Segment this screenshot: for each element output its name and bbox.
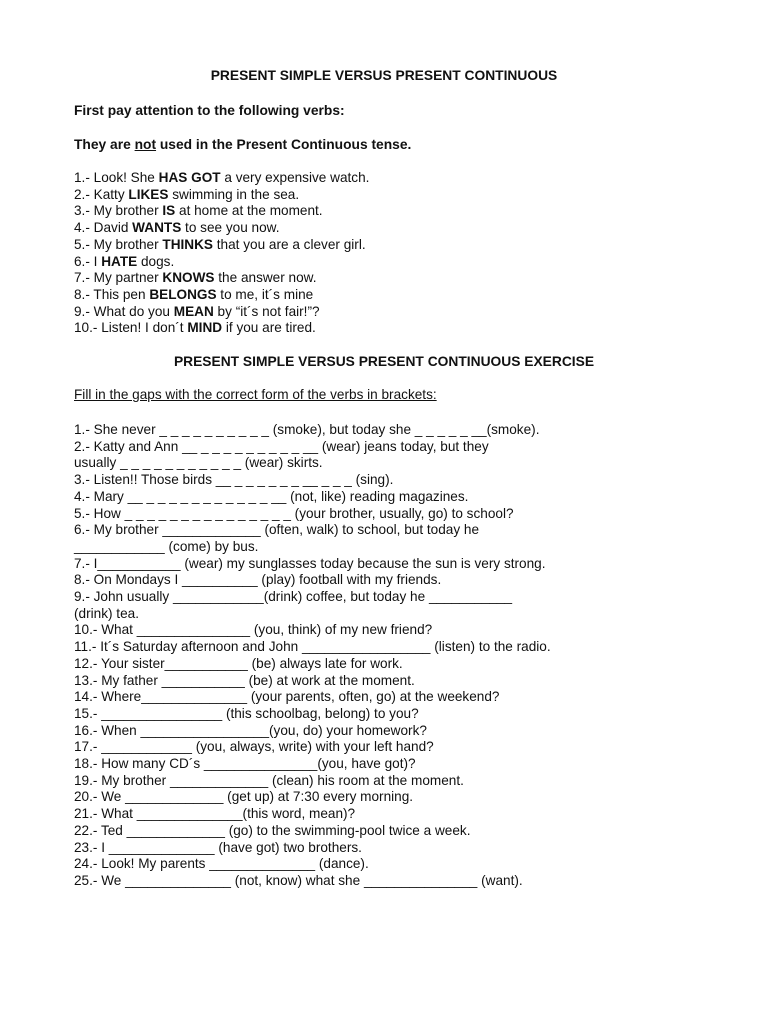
exercise-line: usually _ _ _ _ _ _ _ _ _ _ _ (wear) skirts. bbox=[74, 455, 323, 471]
example-item bbox=[74, 254, 174, 271]
page-title: PRESENT SIMPLE VERSUS PRESENT CONTINUOUS bbox=[210, 68, 558, 83]
example-verb: MEAN bbox=[173, 303, 214, 319]
intro-line-2-pre: They are bbox=[74, 137, 135, 152]
intro-line-2-post: used in the Present Continuous tense. bbox=[156, 137, 412, 152]
example-item bbox=[74, 203, 323, 220]
exercise-line: 22.- Ted _____________ (go) to the swimming-pool twice a week. bbox=[74, 822, 471, 838]
example-text: if you are tired. bbox=[222, 320, 316, 336]
exercise-line: 1.- She never _ _ _ _ _ _ _ _ _ _ (smoke), but today she _ _ _ _ _ __(smoke). bbox=[74, 422, 540, 437]
exercise-line: 4.- Mary __ _ _ _ _ _ _ _ _ _ _ _ __ (not, like) reading magazines. bbox=[74, 488, 469, 504]
exercise-line: 21.- What ______________(this word, mean)? bbox=[74, 806, 356, 822]
example-verb: BELONGS bbox=[149, 286, 217, 302]
example-verb: THINKS bbox=[162, 236, 213, 252]
example-text: swimming in the sea. bbox=[168, 186, 300, 202]
exercise-line: 25.- We ______________ (not, know) what she _______________ (want). bbox=[74, 872, 523, 888]
example-item bbox=[74, 237, 366, 254]
example-text: at home at the moment. bbox=[175, 203, 323, 219]
exercise-line: 8.- On Mondays I __________ (play) football with my friends. bbox=[74, 572, 442, 588]
example-verb: MIND bbox=[187, 320, 223, 336]
exercise-line: 5.- How _ _ _ _ _ _ _ _ _ _ _ _ _ _ _ (your brother, usually, go) to school? bbox=[74, 505, 514, 521]
exercise-line: 16.- When _________________(you, do) your homework? bbox=[74, 722, 427, 738]
exercise-instructions: Fill in the gaps with the correct form of the verbs in brackets: bbox=[74, 387, 437, 402]
intro-line-2 bbox=[74, 137, 411, 152]
example-verb: HATE bbox=[101, 253, 138, 269]
exercise-line: 12.- Your sister___________ (be) always late for work. bbox=[74, 655, 403, 671]
example-text: a very expensive watch. bbox=[220, 170, 370, 185]
example-text: to see you now. bbox=[181, 220, 280, 236]
example-item bbox=[74, 287, 313, 304]
exercise-line: 14.- Where______________ (your parents, often, go) at the weekend? bbox=[74, 689, 500, 705]
example-item bbox=[74, 220, 280, 237]
exercise-line: 7.- I___________ (wear) my sunglasses today because the sun is very strong. bbox=[74, 555, 546, 571]
example-text: the answer now. bbox=[214, 270, 317, 286]
example-item bbox=[74, 304, 320, 321]
exercise-line: ____________ (come) by bus. bbox=[74, 538, 259, 554]
example-text: dogs. bbox=[137, 253, 175, 269]
example-item bbox=[74, 187, 299, 204]
example-text: 2.- Katty bbox=[74, 186, 129, 202]
example-text: 10.- Listen! I don´t bbox=[74, 320, 188, 336]
example-text: 1.- Look! She bbox=[74, 170, 159, 185]
exercise-title: PRESENT SIMPLE VERSUS PRESENT CONTINUOUS EXERCISE bbox=[173, 354, 595, 369]
exercise-line: 17.- ____________ (you, always, write) with your left hand? bbox=[74, 739, 434, 755]
example-verb: WANTS bbox=[132, 220, 182, 236]
example-verb: LIKES bbox=[128, 186, 169, 202]
example-text: 5.- My brother bbox=[74, 236, 163, 252]
exercise-line: 11.- It´s Saturday afternoon and John _________________ (listen) to the radio. bbox=[74, 639, 551, 655]
example-item bbox=[74, 320, 316, 337]
example-text: 7.- My partner bbox=[74, 270, 163, 286]
exercise-line: 3.- Listen!! Those birds __ _ _ _ _ _ _ __ _ _ _ (sing). bbox=[74, 472, 394, 488]
exercise-line: 19.- My brother _____________ (clean) his room at the moment. bbox=[74, 772, 464, 788]
exercise-line: 13.- My father ___________ (be) at work at the moment. bbox=[74, 672, 415, 688]
exercise-line: 10.- What _______________ (you, think) of my new friend? bbox=[74, 622, 433, 638]
exercise-line: 23.- I ______________ (have got) two brothers. bbox=[74, 839, 362, 855]
exercise-line: 18.- How many CD´s _______________(you, have got)? bbox=[74, 756, 416, 771]
example-text: 3.- My brother bbox=[74, 203, 163, 219]
example-verb: HAS GOT bbox=[158, 170, 221, 185]
example-verb: KNOWS bbox=[162, 270, 215, 286]
exercise-line: 2.- Katty and Ann __ _ _ _ _ _ _ _ _ _ __ (wear) jeans today, but they bbox=[74, 438, 489, 454]
example-item bbox=[74, 170, 369, 187]
example-text: 8.- This pen bbox=[74, 286, 150, 302]
exercise-line: (drink) tea. bbox=[74, 605, 139, 621]
exercise-line: 24.- Look! My parents ______________ (dance). bbox=[74, 856, 369, 872]
example-text: 4.- David bbox=[74, 220, 133, 236]
example-item bbox=[74, 270, 317, 287]
example-text: that you are a clever girl. bbox=[213, 236, 366, 252]
intro-line-1: First pay attention to the following verbs: bbox=[74, 103, 345, 118]
exercise-line: 6.- My brother _____________ (often, walk) to school, but today he bbox=[74, 522, 480, 538]
example-text: 6.- I bbox=[74, 253, 102, 269]
intro-line-2-underlined: not bbox=[134, 137, 157, 152]
example-text: 9.- What do you bbox=[74, 303, 174, 319]
example-verb: IS bbox=[162, 203, 176, 219]
exercise-line: 20.- We _____________ (get up) at 7:30 every morning. bbox=[74, 789, 414, 805]
exercise-line: 9.- John usually ____________(drink) coffee, but today he ___________ bbox=[74, 589, 513, 604]
example-text: by “it´s not fair!”? bbox=[213, 303, 320, 319]
exercise-line: 15.- ________________ (this schoolbag, belong) to you? bbox=[74, 705, 419, 721]
example-text: to me, it´s mine bbox=[216, 286, 314, 302]
